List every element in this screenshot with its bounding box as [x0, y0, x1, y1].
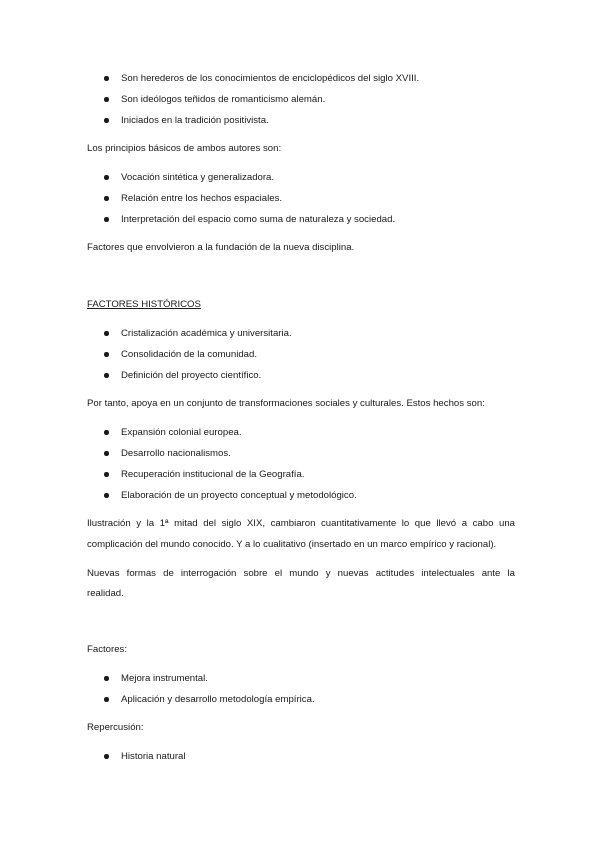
paragraph-line: realidad.	[87, 588, 124, 599]
bullet-icon	[104, 451, 109, 456]
list-item-text: Son herederos de los conocimientos de enciclopédicos del siglo XVIII.	[121, 73, 420, 84]
bullet-icon	[104, 697, 109, 702]
bullet-icon	[104, 430, 109, 435]
bullet-icon	[104, 676, 109, 681]
bullet-icon	[104, 76, 109, 81]
list-item-text: Historia natural	[121, 751, 186, 762]
paragraph: Por tanto, apoya en un conjunto de transformaciones sociales y culturales. Estos hechos son:	[87, 398, 485, 409]
paragraph-line: Ilustración y la 1ª mitad del siglo XIX, cambiaron cuantitativamente lo que llevó a cabo una	[87, 518, 515, 529]
section-heading: FACTORES HISTÓRICOS	[87, 299, 201, 310]
list-item-text: Definición del proyecto científico.	[121, 370, 262, 381]
list-item-text: Son ideólogos teñidos de romanticismo alemán.	[121, 94, 326, 105]
bullet-icon	[104, 754, 109, 759]
list-item-text: Interpretación del espacio como suma de naturaleza y sociedad.	[121, 214, 396, 225]
list-item-text: Vocación sintética y generalizadora.	[121, 172, 275, 183]
bullet-icon	[104, 175, 109, 180]
list-item-text: Consolidación de la comunidad.	[121, 349, 257, 360]
list-item-text: Mejora instrumental.	[121, 673, 208, 684]
bullet-icon	[104, 118, 109, 123]
list-item-text: Cristalización académica y universitaria.	[121, 328, 292, 339]
label-factores: Factores:	[87, 644, 127, 655]
bullet-icon	[104, 217, 109, 222]
list-item-text: Desarrollo nacionalismos.	[121, 448, 231, 459]
bullet-icon	[104, 472, 109, 477]
paragraph: Factores que envolvieron a la fundación de la nueva disciplina.	[87, 242, 355, 253]
bullet-icon	[104, 196, 109, 201]
paragraph: Los principios básicos de ambos autores son:	[87, 143, 282, 154]
list-item-text: Iniciados en la tradición positivista.	[121, 115, 269, 126]
paragraph-line: complicación del mundo conocido. Y a lo cualitativo (insertado en un marco empírico y racional).	[87, 539, 497, 550]
list-item-text: Recuperación institucional de la Geografía.	[121, 469, 305, 480]
list-item-text: Relación entre los hechos espaciales.	[121, 193, 283, 204]
bullet-icon	[104, 97, 109, 102]
bullet-icon	[104, 331, 109, 336]
paragraph-line: Nuevas formas de interrogación sobre el mundo y nuevas actitudes intelectuales ante la	[87, 568, 515, 579]
list-item-text: Aplicación y desarrollo metodología empírica.	[121, 694, 315, 705]
bullet-icon	[104, 373, 109, 378]
label-repercusion: Repercusión:	[87, 722, 144, 733]
list-item-text: Expansión colonial europea.	[121, 427, 242, 438]
list-item-text: Elaboración de un proyecto conceptual y metodológico.	[121, 490, 357, 501]
bullet-icon	[104, 493, 109, 498]
bullet-icon	[104, 352, 109, 357]
